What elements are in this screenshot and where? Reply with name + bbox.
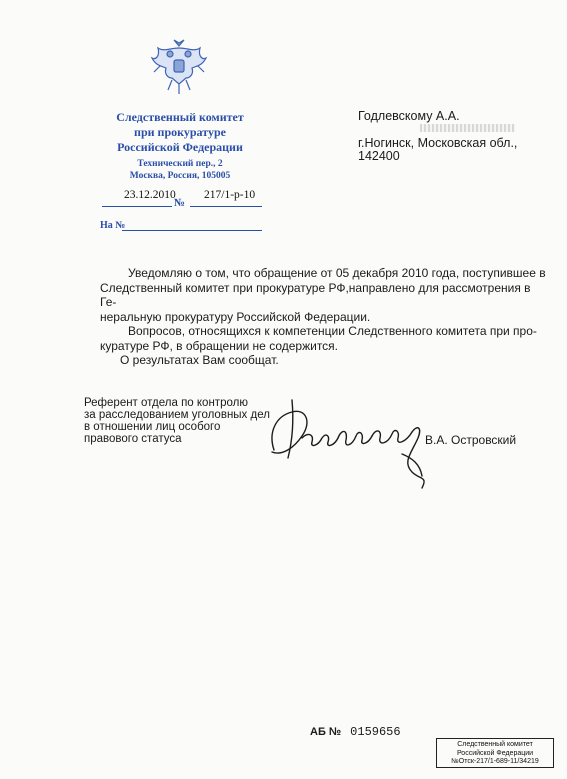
recipient-city: г.Ногинск, Московская обл., xyxy=(358,136,518,150)
org-line: Российской Федерации xyxy=(117,140,243,154)
body-line: Следственный комитет при прокуратуре РФ,направлено для рассмотрения в Ге- xyxy=(100,280,531,309)
number-underline xyxy=(190,206,262,207)
stamp-line: Российской Федерации xyxy=(456,749,534,757)
position-line: в отношении лиц особого xyxy=(84,421,221,433)
body-line: Уведомляю о том, что обращение от 05 декабря 2010 года, поступившее в xyxy=(128,266,546,280)
double-headed-eagle-emblem xyxy=(150,36,208,98)
redacted-address xyxy=(420,124,515,132)
body-line: неральную прокуратуру Российской Федерации. xyxy=(100,309,371,324)
date-underline xyxy=(102,206,172,207)
signer-name: В.А. Островский xyxy=(425,433,517,447)
organization-address xyxy=(95,158,265,182)
recipient-block xyxy=(358,110,533,163)
org-line: Следственный комитет xyxy=(116,110,244,124)
reply-to-label: На № xyxy=(100,220,126,231)
serial-value: 0159656 xyxy=(350,725,401,739)
body-line: куратуре РФ, в обращении не содержится. xyxy=(100,338,339,353)
letter-body xyxy=(100,266,550,368)
serial-label: АБ № xyxy=(310,726,342,738)
reply-to-underline xyxy=(122,230,262,231)
letter-date: 23.12.2010 xyxy=(124,189,176,201)
recipient-name: Годлевскому А.А. xyxy=(358,109,460,123)
address-line: Технический пер., 2 xyxy=(137,159,223,169)
signer-position xyxy=(84,397,274,445)
recipient-postcode: 142400 xyxy=(358,149,400,163)
stamp-line: Следственный комитет xyxy=(457,741,533,748)
position-line: за расследованием уголовных дел xyxy=(84,409,270,421)
handwritten-signature xyxy=(262,392,432,502)
body-line: О результатах Вам сообщат. xyxy=(120,353,279,367)
stamp-line: №Отск-217/1-689-11/34219 xyxy=(451,758,539,765)
registration-stamp xyxy=(436,738,554,768)
organization-name xyxy=(80,110,280,155)
number-label: № xyxy=(174,197,186,209)
serial-number xyxy=(310,724,401,739)
org-line: при прокуратуре xyxy=(134,125,226,139)
reply-to-row xyxy=(100,220,270,234)
position-line: Референт отдела по контролю xyxy=(84,397,248,409)
position-line: правового статуса xyxy=(84,433,182,445)
address-line: Москва, Россия, 105005 xyxy=(129,171,231,181)
body-line: Вопросов, относящихся к компетенции Следственного комитета при про- xyxy=(128,324,537,338)
reference-number: 217/1-р-10 xyxy=(204,189,256,201)
registration-row xyxy=(92,189,267,209)
